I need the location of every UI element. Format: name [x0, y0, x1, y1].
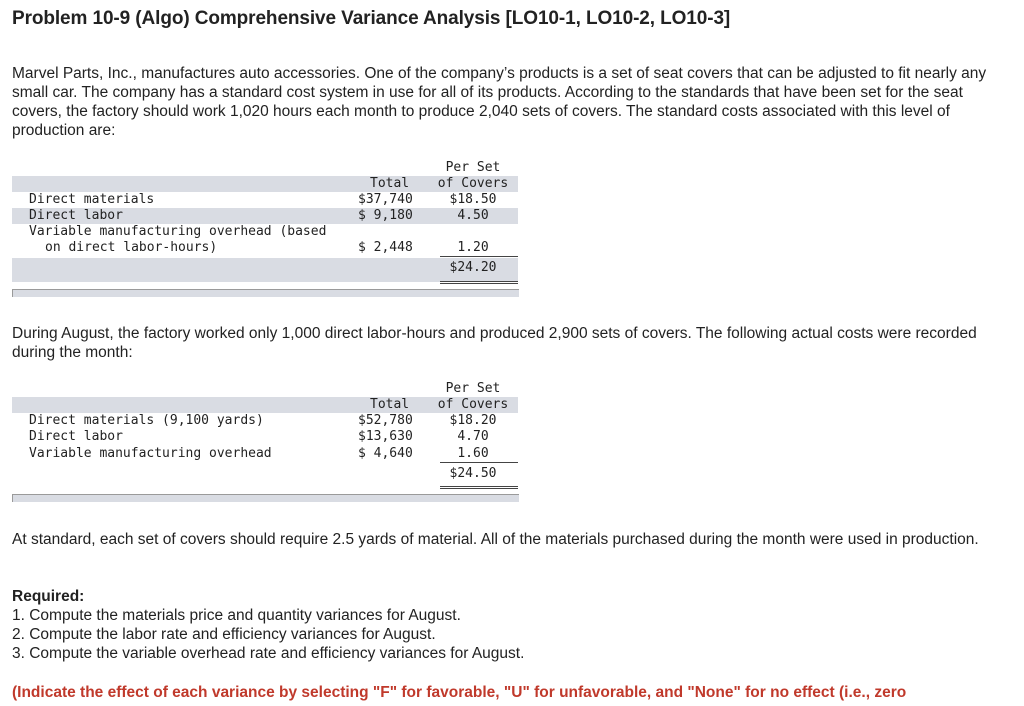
- per-set-total: $24.50: [449, 466, 497, 481]
- row-total: $ 4,640: [358, 446, 413, 461]
- total-row: [12, 258, 518, 282]
- header-row-1: [12, 160, 518, 176]
- table-row-continued: [12, 240, 518, 256]
- table-row: [12, 446, 518, 462]
- table-footer-bar: [12, 494, 519, 502]
- table-row: [12, 208, 518, 224]
- table-footer-bar: [12, 289, 519, 297]
- required-section: [12, 587, 1016, 663]
- row-per-set: 1.20: [457, 240, 489, 255]
- row-per-set: $18.20: [449, 413, 497, 428]
- of-covers-header: of Covers: [437, 176, 509, 191]
- required-item: 2. Compute the labor rate and efficiency variances for August.: [12, 626, 436, 643]
- august-paragraph: During August, the factory worked only 1,000 direct labor-hours and produced 2,900 sets of covers. The following actual costs were recorded during the month:: [12, 325, 977, 361]
- row-label: Direct materials (9,100 yards): [29, 413, 264, 428]
- row-total: $52,780: [358, 413, 413, 428]
- row-per-set: $18.50: [449, 192, 497, 207]
- standard-paragraph: At standard, each set of covers should require 2.5 yards of material. All of the materials purchased during the month were used in production.: [12, 531, 979, 548]
- total-double-underline-2: [440, 283, 518, 284]
- table-row: [12, 192, 518, 208]
- problem-title: Problem 10-9 (Algo) Comprehensive Variance Analysis [LO10-1, LO10-2, LO10-3]: [12, 8, 731, 29]
- header-row-2: [12, 176, 518, 192]
- table-row: [12, 224, 518, 240]
- row-per-set: 1.60: [457, 446, 489, 461]
- table-row: [12, 429, 518, 445]
- per-set-header: Per Set: [445, 381, 501, 396]
- total-double-underline-1: [440, 281, 518, 282]
- per-set-header: Per Set: [445, 160, 501, 175]
- required-item: 3. Compute the variable overhead rate and efficiency variances for August.: [12, 645, 525, 662]
- row-label: Direct materials: [29, 192, 155, 207]
- row-total: $37,740: [358, 192, 413, 207]
- row-label: Direct labor: [29, 429, 123, 444]
- total-double-underline-1: [440, 486, 518, 487]
- required-heading: Required:: [12, 588, 85, 605]
- row-label: Variable manufacturing overhead: [29, 446, 272, 461]
- subtotal-underline: [440, 256, 518, 257]
- subtotal-underline: [440, 462, 518, 463]
- header-row-2: [12, 397, 518, 413]
- table-row: [12, 413, 518, 429]
- row-label: Variable manufacturing overhead (based: [29, 224, 327, 239]
- total-header: Total: [370, 397, 410, 412]
- total-row: [12, 465, 518, 487]
- per-set-total: $24.20: [449, 260, 497, 275]
- row-label-continued: on direct labor-hours): [45, 240, 218, 255]
- total-double-underline-2: [440, 488, 518, 489]
- variance-instruction: (Indicate the effect of each variance by selecting "F" for favorable, "U" for unfavorable, and "None" for no effect (i.e., zero: [12, 684, 907, 701]
- total-header: Total: [370, 176, 410, 191]
- row-total: $13,630: [358, 429, 413, 444]
- row-total: $ 9,180: [358, 208, 413, 223]
- row-label: Direct labor: [29, 208, 123, 223]
- intro-paragraph: Marvel Parts, Inc., manufactures auto accessories. One of the company’s products is a set of seat covers that can be adjusted to fit nearly any small car. The company has a standard cost system in use for all of its products. According to the standards that have been set for the seat covers, the factory should work 1,020 hours each month to produce 2,040 sets of covers. The standard costs associated with this level of production are:: [12, 65, 987, 139]
- of-covers-header: of Covers: [437, 397, 509, 412]
- header-row-1: [12, 381, 518, 397]
- row-per-set: 4.70: [457, 429, 489, 444]
- row-total: $ 2,448: [358, 240, 413, 255]
- required-item: 1. Compute the materials price and quantity variances for August.: [12, 607, 461, 624]
- row-per-set: 4.50: [457, 208, 489, 223]
